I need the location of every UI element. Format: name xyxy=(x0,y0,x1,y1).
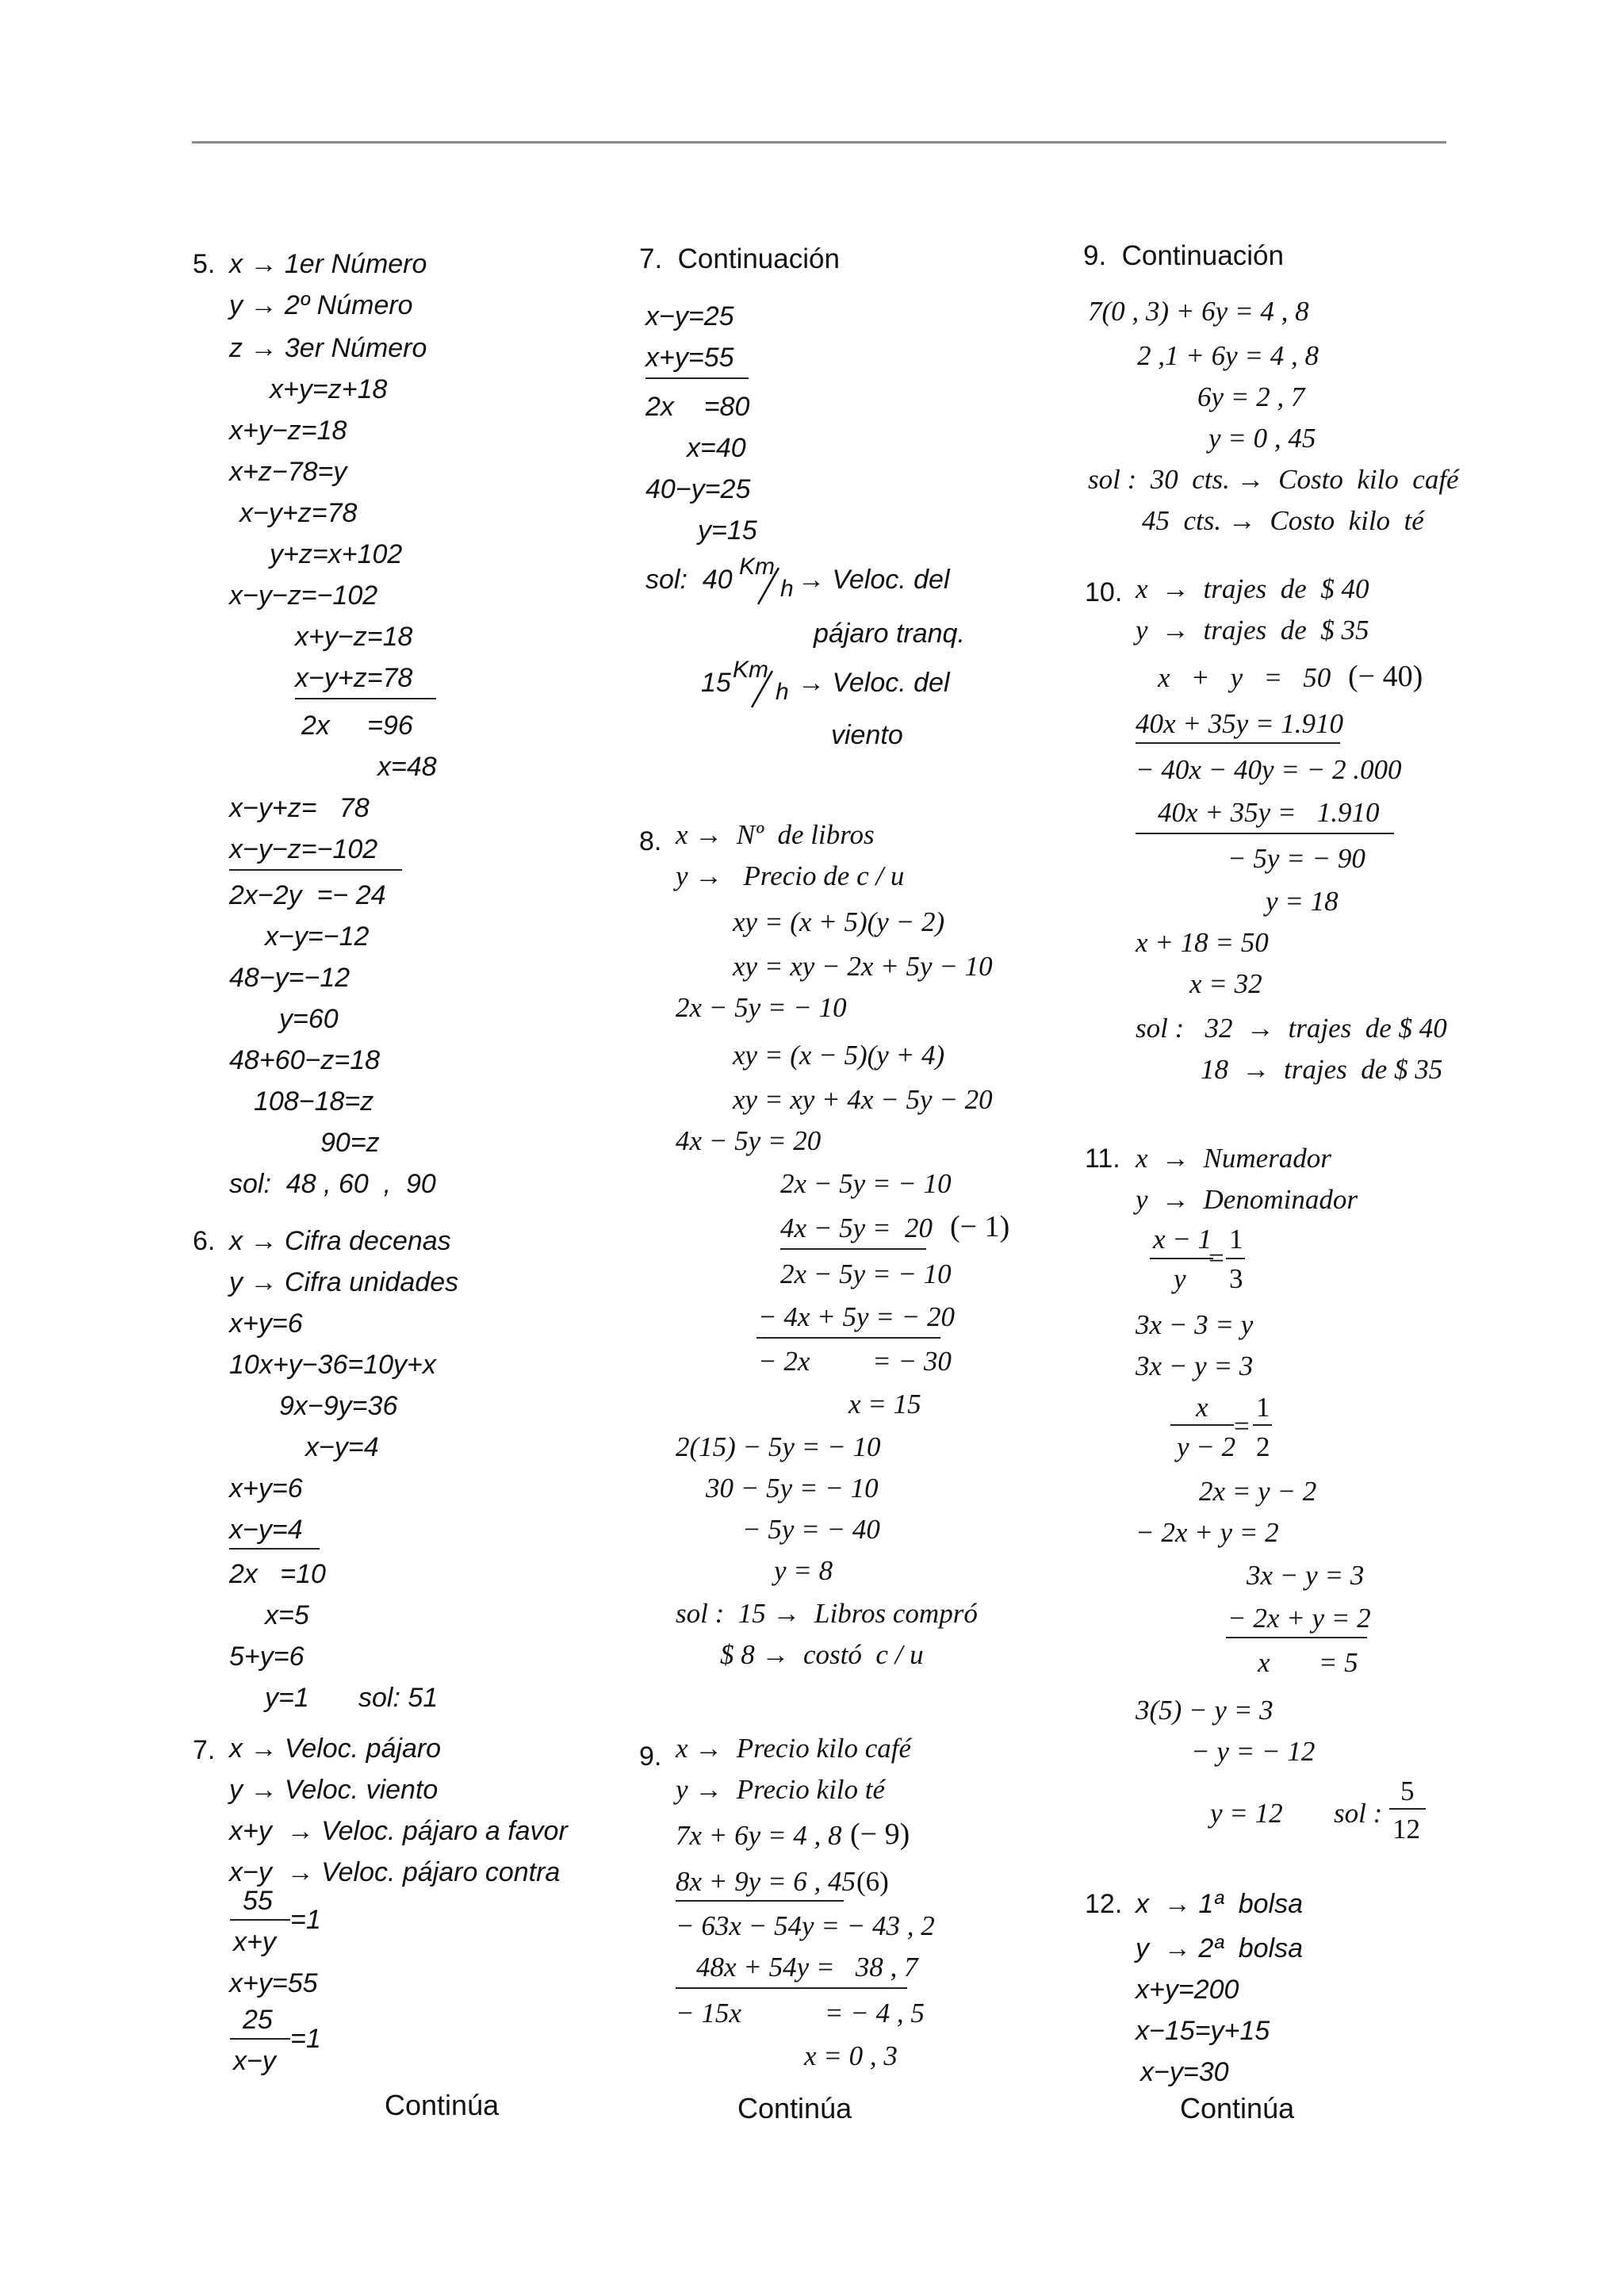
equation-line: x−15=y+15 xyxy=(1136,2016,1270,2046)
fraction-numerator: x − 1 xyxy=(1153,1224,1212,1255)
equation-line: z → 3er Número xyxy=(229,333,427,363)
sum-line xyxy=(1226,1637,1367,1638)
equation-line: 40x + 35y = 1.910 xyxy=(1136,708,1344,739)
problem-number: 6. xyxy=(193,1226,216,1256)
equation-line: 2x =80 xyxy=(645,392,750,422)
equation-line: pájaro tranq. xyxy=(814,619,965,649)
equation-line: y → Precio kilo té xyxy=(676,1774,886,1805)
equation-line: y → trajes de $ 35 xyxy=(1136,615,1369,646)
equation-line: 2x =96 xyxy=(301,711,413,741)
equation-line: x−y=25 xyxy=(645,301,734,331)
solution-line: sol : 15 → Libros compró xyxy=(676,1598,978,1629)
equation-line: x−y−z=−102 xyxy=(229,580,378,611)
equation-line: x−y+z=78 xyxy=(239,498,358,528)
equation-line: y → 2º Número xyxy=(229,290,413,320)
equation-line: y → Cifra unidades xyxy=(229,1267,459,1297)
equation-line: x=5 xyxy=(265,1600,309,1630)
fraction-denominator: 3 xyxy=(1229,1263,1243,1294)
equation-line: y = 0 , 45 xyxy=(1208,423,1316,454)
equation-line: x=40 xyxy=(687,433,746,463)
equation-line: 7x + 6y = 4 , 8 xyxy=(676,1820,842,1851)
problem-number: 8. xyxy=(639,826,662,856)
sum-line xyxy=(676,1900,844,1902)
sum-line xyxy=(645,377,749,379)
section-title: 9. Continuación xyxy=(1083,240,1284,271)
unit-slash xyxy=(755,566,782,606)
equation-line: x−y=30 xyxy=(1140,2057,1229,2087)
sum-line xyxy=(1136,742,1340,744)
equation-line: x → trajes de $ 40 xyxy=(1136,573,1369,604)
fraction-bar xyxy=(1150,1258,1213,1259)
fraction-denominator: y xyxy=(1174,1263,1186,1294)
fraction-denominator: y − 2 xyxy=(1177,1431,1236,1462)
equation-line: − 4x + 5y = − 20 xyxy=(758,1301,956,1332)
equation-line: − 2x = − 30 xyxy=(758,1346,952,1377)
equation-line: → Veloc. del xyxy=(798,565,950,595)
sum-line xyxy=(295,698,436,699)
solution-line: 18 → trajes de $ 35 xyxy=(1201,1054,1443,1085)
fraction-denominator: 12 xyxy=(1392,1814,1420,1845)
equation-line: y → Precio de c / u xyxy=(676,860,905,891)
fraction-bar xyxy=(1389,1808,1426,1810)
equation-line: − 63x − 54y = − 43 , 2 xyxy=(676,1910,935,1941)
equation-line: x+y=z+18 xyxy=(270,374,388,404)
equation-line: 2x = y − 2 xyxy=(1199,1476,1317,1507)
equation-line: − 2x + y = 2 xyxy=(1228,1603,1371,1634)
equation-line: y = 18 xyxy=(1266,886,1339,917)
problem-number: 9. xyxy=(639,1741,662,1772)
sum-line xyxy=(756,1337,940,1339)
fraction-numerator: 1 xyxy=(1256,1392,1270,1423)
sum-line xyxy=(229,869,402,871)
equation-line: x = 15 xyxy=(848,1389,921,1419)
equation-line: 5+y=6 xyxy=(229,1642,304,1672)
unit-h: h xyxy=(776,679,789,705)
equation-line: x+y=200 xyxy=(1136,1975,1239,2005)
problem-number: 5. xyxy=(193,249,216,279)
equation-line: 40−y=25 xyxy=(645,474,751,504)
sum-line xyxy=(229,1548,320,1550)
equation-line: 108−18=z xyxy=(254,1086,374,1117)
equation-line: x → Precio kilo café xyxy=(676,1733,912,1764)
fraction-bar xyxy=(230,2038,290,2040)
equation-line: − y = − 12 xyxy=(1191,1736,1316,1767)
section-title: 7. Continuación xyxy=(639,243,840,274)
sum-line xyxy=(780,1248,926,1250)
equation-line: x → Veloc. pájaro xyxy=(229,1734,442,1764)
solution-line: sol : 30 cts. → Costo kilo café xyxy=(1088,464,1459,495)
equation-line: y → Veloc. viento xyxy=(229,1775,439,1805)
equation-line: y = 8 xyxy=(774,1555,833,1586)
equation-line: y=15 xyxy=(698,515,757,546)
equation-line: x + y = 50 xyxy=(1158,662,1331,693)
equation-line: y → Denominador xyxy=(1136,1184,1358,1215)
fraction-denominator: x+y xyxy=(233,1927,276,1957)
equation-line: 48+60−z=18 xyxy=(229,1045,381,1075)
equation-line: 2x−2y =− 24 xyxy=(229,880,386,910)
equation-line: 4x − 5y = 20 xyxy=(676,1125,822,1156)
equation-line: x−y=4 xyxy=(229,1515,303,1545)
equation-line: 7(0 , 3) + 6y = 4 , 8 xyxy=(1088,296,1309,327)
equation-line: − 2x + y = 2 xyxy=(1136,1517,1279,1548)
equation-line: xy = xy + 4x − 5y − 20 xyxy=(733,1084,993,1115)
unit-slash xyxy=(749,669,776,709)
equation-line: y = 12 xyxy=(1210,1798,1283,1829)
equation-line: 3(5) − y = 3 xyxy=(1136,1695,1274,1726)
solution-line: sol: 51 xyxy=(358,1683,439,1713)
continue-label: Continúa xyxy=(737,2092,852,2124)
equation-line: 3x − 3 = y xyxy=(1136,1309,1254,1340)
equation-line: 2x − 5y = − 10 xyxy=(676,992,847,1023)
equation-line: 9x−9y=36 xyxy=(279,1391,398,1421)
equation-line: − 5y = − 90 xyxy=(1228,843,1365,874)
fraction-bar xyxy=(1253,1424,1272,1426)
equation-line: y → 2ª bolsa xyxy=(1136,1933,1304,1963)
equation-line: 48−y=−12 xyxy=(229,963,350,993)
multiplier: (− 9) xyxy=(850,1818,910,1851)
solution-line: 15 xyxy=(701,668,731,698)
equation-line: x → Numerador xyxy=(1136,1143,1331,1174)
equals: = xyxy=(1208,1243,1224,1274)
equation-line: x−y → Veloc. pájaro contra xyxy=(229,1857,561,1887)
equation-line: x−y+z= 78 xyxy=(229,793,370,823)
equation-line: =1 xyxy=(290,2024,321,2054)
equation-line: x+y=55 xyxy=(229,1968,318,1998)
fraction-numerator: 25 xyxy=(243,2005,273,2035)
equation-line: x → Nº de libros xyxy=(676,819,875,850)
equation-line: → Veloc. del xyxy=(798,668,950,698)
equation-line: x = 5 xyxy=(1258,1647,1358,1678)
equation-line: 40x + 35y = 1.910 xyxy=(1158,797,1380,828)
equation-line: viento xyxy=(831,720,903,750)
equation-line: 8x + 9y = 6 , 45 xyxy=(676,1866,856,1897)
equation-line: 2(15) − 5y = − 10 xyxy=(676,1431,881,1462)
fraction-numerator: 55 xyxy=(243,1886,273,1916)
problem-number: 10. xyxy=(1085,577,1123,607)
equation-line: y+z=x+102 xyxy=(270,539,403,569)
equation-line: y=60 xyxy=(279,1004,339,1034)
fraction-numerator: x xyxy=(1196,1392,1208,1423)
equation-line: 2x − 5y = − 10 xyxy=(780,1168,952,1199)
multiplier: (6) xyxy=(856,1866,889,1897)
equation-line: xy = (x − 5)(y + 4) xyxy=(733,1040,945,1071)
equation-line: x = 32 xyxy=(1189,968,1262,999)
equation-line: x+y−z=18 xyxy=(229,416,347,446)
equation-line: 3x − y = 3 xyxy=(1136,1350,1254,1381)
equation-line: − 15x = − 4 , 5 xyxy=(676,1998,925,2029)
fraction-bar xyxy=(230,1919,290,1921)
equation-line: 3x − y = 3 xyxy=(1247,1560,1365,1591)
solution-line: 45 cts. → Costo kilo té xyxy=(1142,505,1424,536)
problem-number: 7. xyxy=(193,1735,216,1765)
fraction-denominator: x−y xyxy=(233,2046,276,2076)
equation-line: x−y+z=78 xyxy=(295,663,413,693)
equation-line: xy = xy − 2x + 5y − 10 xyxy=(733,951,993,982)
multiplier: (− 40) xyxy=(1348,660,1423,693)
equation-line: x+z−78=y xyxy=(229,457,347,487)
equals: = xyxy=(1234,1411,1250,1442)
fraction-bar xyxy=(1226,1258,1245,1259)
equation-line: x + 18 = 50 xyxy=(1136,927,1269,958)
equation-line: 2x − 5y = − 10 xyxy=(780,1259,952,1289)
equation-line: x−y=−12 xyxy=(265,921,370,952)
problem-number: 12. xyxy=(1085,1889,1123,1919)
equation-line: x → 1ª bolsa xyxy=(1136,1889,1304,1919)
continue-label: Continúa xyxy=(385,2089,500,2121)
equation-line: x−y−z=−102 xyxy=(229,834,378,864)
top-rule xyxy=(192,141,1446,144)
equation-line: 6y = 2 , 7 xyxy=(1197,381,1305,412)
equation-line: x+y=6 xyxy=(229,1308,303,1339)
equation-line: x+y → Veloc. pájaro a favor xyxy=(229,1816,568,1846)
equation-line: x+y−z=18 xyxy=(295,622,413,652)
unit-km: Km xyxy=(739,554,775,580)
equation-line: xy = (x + 5)(y − 2) xyxy=(733,906,945,937)
problem-number: 11. xyxy=(1085,1144,1120,1174)
equation-line: 30 − 5y = − 10 xyxy=(706,1473,879,1504)
equation-line: x = 0 , 3 xyxy=(804,2040,898,2071)
sum-line xyxy=(676,1987,907,1989)
solution-line: sol: 40 xyxy=(645,565,733,595)
equation-line: x+y=6 xyxy=(229,1473,303,1504)
equation-line: 48x + 54y = 38 , 7 xyxy=(696,1952,918,1983)
sum-line xyxy=(1136,833,1394,834)
solution-line: sol: 48 , 60 , 90 xyxy=(229,1169,436,1199)
equation-line: x → 1er Número xyxy=(229,249,427,279)
fraction-bar xyxy=(1170,1424,1234,1426)
equation-line: 4x − 5y = 20 xyxy=(780,1213,933,1243)
fraction-denominator: 2 xyxy=(1256,1431,1270,1462)
equation-line: x−y=4 xyxy=(305,1432,379,1462)
solution-line: sol : xyxy=(1334,1798,1383,1829)
equation-line: 10x+y−36=10y+x xyxy=(229,1350,436,1380)
fraction-numerator: 5 xyxy=(1400,1776,1415,1806)
unit-km: Km xyxy=(733,657,768,683)
equation-line: x+y=55 xyxy=(645,343,734,373)
equation-line: 2x =10 xyxy=(229,1559,326,1589)
fraction-numerator: 1 xyxy=(1229,1224,1243,1255)
continue-label: Continúa xyxy=(1180,2092,1295,2124)
equation-line: =1 xyxy=(290,1905,321,1935)
equation-line: 2 ,1 + 6y = 4 , 8 xyxy=(1137,340,1320,371)
equation-line: y=1 xyxy=(265,1683,309,1713)
unit-h: h xyxy=(780,576,794,602)
equation-line: − 40x − 40y = − 2 .000 xyxy=(1136,754,1402,785)
equation-line: x=48 xyxy=(377,752,437,782)
equation-line: − 5y = − 40 xyxy=(742,1514,880,1545)
solution-line: sol : 32 → trajes de $ 40 xyxy=(1136,1013,1447,1044)
multiplier: (− 1) xyxy=(950,1210,1010,1243)
equation-line: x → Cifra decenas xyxy=(229,1226,451,1256)
solution-line: $ 8 → costó c / u xyxy=(720,1639,924,1670)
equation-line: 90=z xyxy=(320,1128,380,1158)
